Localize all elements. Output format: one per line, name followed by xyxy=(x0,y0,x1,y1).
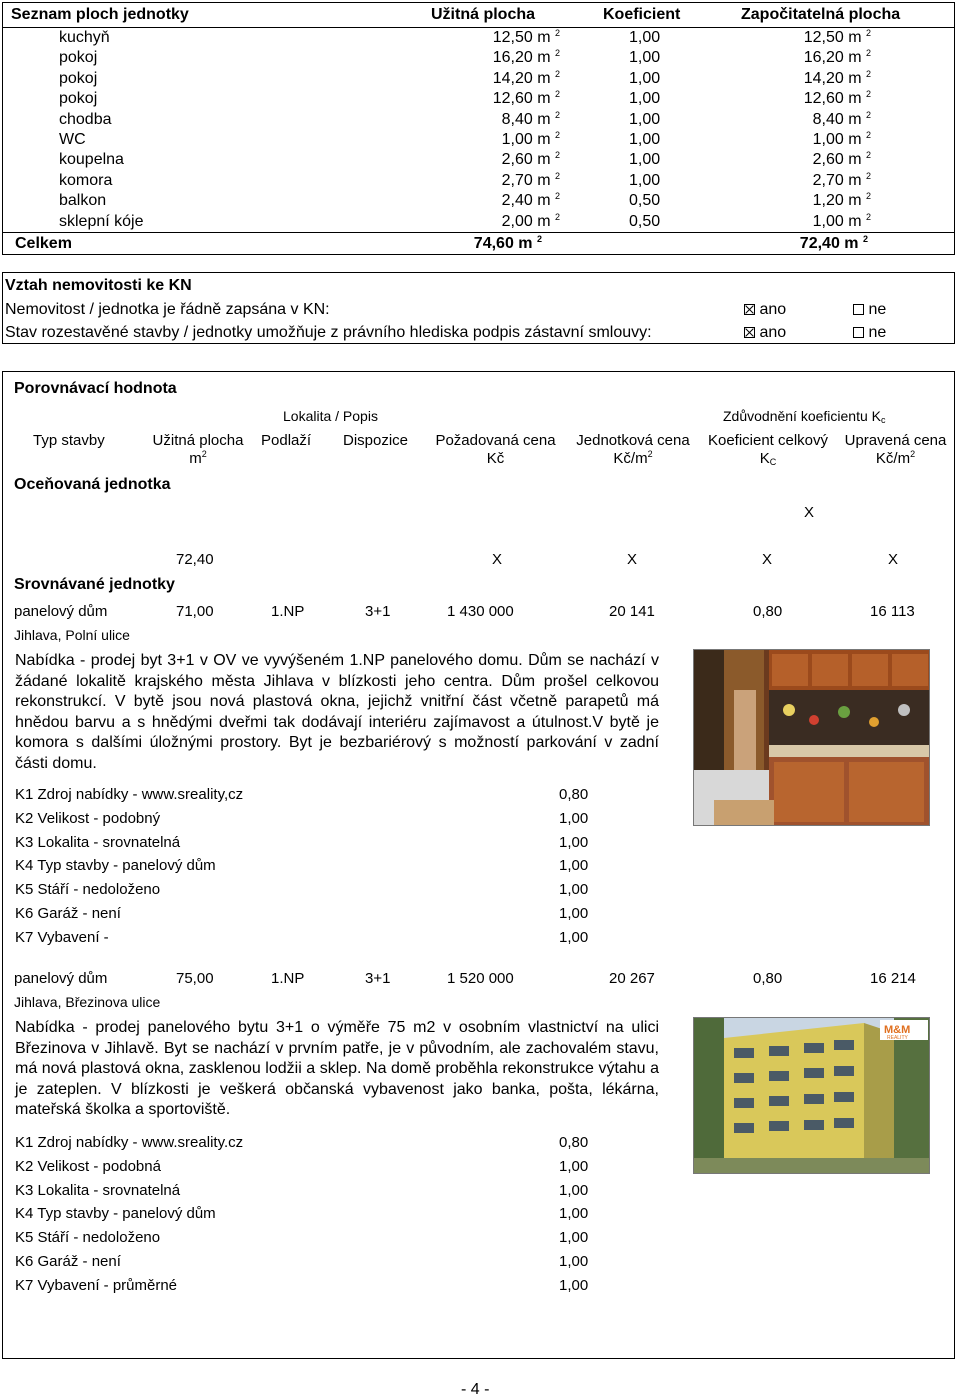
building-photo xyxy=(693,1017,930,1174)
room-area: 8,40 m $^2$ xyxy=(501,109,560,128)
reality-logo-sub: REALITY xyxy=(887,1035,908,1041)
comp-area: 75,00 xyxy=(176,970,214,987)
comp-price: 1 430 000 xyxy=(447,603,514,620)
coefficient-value: 1,00 xyxy=(559,905,589,922)
col-typ-stavby: Typ stavby xyxy=(33,432,105,449)
room-counted: 12,50 m $^2$ xyxy=(803,28,871,46)
comp-floor: 1.NP xyxy=(271,603,305,620)
comp-type: panelový dům xyxy=(14,603,108,620)
room-area: 2,40 m $^2$ xyxy=(501,191,560,210)
room-name: pokoj xyxy=(59,90,98,108)
col-jednotkova-cena: Jednotková cena $Kč/m^2$ xyxy=(576,432,690,467)
comparison-box xyxy=(2,371,955,1359)
valued-mark-price: X xyxy=(492,551,503,568)
kn-q2-yes[interactable]: ano xyxy=(744,324,786,342)
header-counted-area: Započitatelná plocha xyxy=(741,6,901,23)
col-koeficient: Koeficient celkový $K_C$ xyxy=(707,432,829,467)
coefficient-label: K3 Lokalita - srovnatelná xyxy=(15,833,181,851)
col-podlazi: Podlaží xyxy=(261,432,312,449)
kn-q2-no[interactable]: ne xyxy=(853,324,886,342)
comp-description: Nabídka - prodej byt 3+1 v OV ve vyvýšeném 1.NP panelového domu. Dům se nachází v žádané lokalitě krajského města Jihlava v blízkosti jeho centra. Dům prošel celkovou rekonstrukcí. V bytě jsou nová plastová okna, jejichž vnitřní část včetně parapetů má hnědou barvu a s hnědými dveřmi tak dodávají interiéru zajímavost a útulnost.V bytě je komora s dalšími úložnými prostory. Byt je bezbariérový s možností parkování v zadní části domu. xyxy=(15,652,659,772)
col-pozadovana-cena: Požadovaná cena Kč xyxy=(435,432,556,467)
coefficient-row xyxy=(15,1205,595,1225)
coefficient-label: K6 Garáž - není xyxy=(15,905,121,922)
group-lokalita: Lokalita / Popis xyxy=(283,408,378,424)
comp-area: 71,00 xyxy=(176,603,214,620)
col-upravena-cena: Upravená cena $Kč/m^2$ xyxy=(844,432,947,467)
area-row xyxy=(3,70,956,90)
total-area: 74,60 m $^2$ xyxy=(473,234,542,252)
kitchen-photo xyxy=(693,649,930,826)
room-counted: 2,60 m $^2$ xyxy=(812,150,871,169)
room-coef: 1,00 xyxy=(629,151,661,169)
kn-question-1: Nemovitost / jednotka je řádně zapsána v KN: xyxy=(5,301,330,318)
comp-adj-price: 16 113 xyxy=(870,603,915,620)
coefficient-label: K5 Stáří - nedoloženo xyxy=(15,881,161,899)
room-coef: 0,50 xyxy=(629,212,661,230)
kn-q1-no[interactable]: ne xyxy=(853,301,886,319)
header-coefficient: Koeficient xyxy=(603,6,681,23)
comp-type: panelový dům xyxy=(14,970,108,987)
coefficient-row xyxy=(15,1253,595,1273)
coefficient-label: K7 Vybavení - průměrné xyxy=(15,1276,178,1294)
room-name: chodba xyxy=(59,110,112,128)
area-row xyxy=(3,131,956,151)
coefficient-row xyxy=(15,834,595,854)
room-counted: 1,20 m $^2$ xyxy=(812,191,871,210)
comp-adj-price: 16 214 xyxy=(870,970,916,987)
room-area: 12,60 m $^2$ xyxy=(492,89,560,108)
coefficient-label: K1 Zdroj nabídky - www.sreality,cz xyxy=(15,786,244,803)
room-counted: 12,60 m $^2$ xyxy=(803,89,871,108)
total-counted: 72,40 m $^2$ xyxy=(799,234,868,252)
room-counted: 1,00 m $^2$ xyxy=(812,130,871,148)
group-zduvodneni: Zdůvodnění koeficientu $K_c$ xyxy=(723,408,886,425)
room-coef: 1,00 xyxy=(629,29,661,46)
reality-logo-text: M&M xyxy=(884,1024,911,1036)
comp-floor: 1.NP xyxy=(271,970,305,987)
room-area: 2,60 m $^2$ xyxy=(501,150,560,169)
valued-mark-adj-price: X xyxy=(888,551,899,568)
checkbox-checked-icon xyxy=(744,304,755,315)
room-area: 12,50 m $^2$ xyxy=(492,28,560,46)
coefficient-row xyxy=(15,1182,595,1202)
area-total-row xyxy=(3,235,956,255)
room-coef: 1,00 xyxy=(629,110,661,128)
room-counted: 2,70 m $^2$ xyxy=(812,170,871,189)
coefficient-row xyxy=(15,1158,595,1178)
room-name: sklepní kóje xyxy=(59,212,144,230)
kn-relation-box xyxy=(2,272,955,344)
coefficient-value: 1,00 xyxy=(559,928,589,946)
kn-q1-yes[interactable]: ano xyxy=(744,301,786,319)
room-name: kuchyň xyxy=(59,29,110,46)
col-dispozice: Dispozice xyxy=(343,432,409,449)
room-coef: 0,50 xyxy=(629,192,661,210)
area-row xyxy=(3,29,956,49)
comp-location: Jihlava, Polní ulice xyxy=(14,627,130,643)
page-number: - 4 - xyxy=(461,1381,490,1398)
area-table-header xyxy=(3,6,956,26)
comp-coef: 0,80 xyxy=(753,603,783,620)
coefficient-value: 1,00 xyxy=(559,809,589,827)
comp-price: 1 520 000 xyxy=(447,970,514,987)
room-name: pokoj xyxy=(59,49,98,67)
room-name: komora xyxy=(59,171,113,189)
coefficient-label: K1 Zdroj nabídky - www.sreality.cz xyxy=(15,1134,244,1151)
room-area: 14,20 m $^2$ xyxy=(492,68,560,87)
room-coef: 1,00 xyxy=(629,90,661,108)
coefficient-row xyxy=(15,1134,595,1154)
coefficient-label: K3 Lokalita - srovnatelná xyxy=(15,1181,181,1199)
valued-area: 72,40 xyxy=(176,551,214,568)
comp-unit-price: 20 141 xyxy=(609,603,655,620)
comp-description: Nabídka - prodej panelového bytu 3+1 o výměře 75 m2 v osobním vlastnictví na ulici Březinova v Jihlavě. Byt se nachází v prvním patře, je v původním, ale zachovalém stavu, má nová plastová okna, zasklenou lodžii a sklep. Na domě proběhla rekonstrukce výtahu a je zateplen. V blízkosti je veškerá občanská vybavenost jako banka, pošta, lékárna, mateřská školka a sportoviště. xyxy=(15,1019,659,1118)
area-row xyxy=(3,49,956,69)
room-coef: 1,00 xyxy=(629,171,661,189)
checkbox-empty-icon xyxy=(853,327,864,338)
coefficient-label: K2 Velikost - podobný xyxy=(15,809,161,827)
valued-unit-title: Oceňovaná jednotka xyxy=(14,476,171,493)
coefficient-label: K6 Garáž - není xyxy=(15,1253,121,1270)
coefficient-value: 1,00 xyxy=(559,1253,589,1270)
checkbox-empty-icon xyxy=(853,304,864,315)
area-row xyxy=(3,192,956,212)
coefficient-value: 1,00 xyxy=(559,1276,589,1294)
coefficient-row xyxy=(15,810,595,830)
valued-x-mark: X xyxy=(804,504,815,521)
kn-title: Vztah nemovitosti ke KN xyxy=(5,277,192,294)
coefficient-value: 1,00 xyxy=(559,1157,589,1175)
room-coef: 1,00 xyxy=(629,69,661,87)
comparison-title: Porovnávací hodnota xyxy=(14,380,177,397)
room-name: balkon xyxy=(59,192,107,210)
coefficient-label: K7 Vybavení - xyxy=(15,928,109,946)
coefficient-label: K4 Typ stavby - panelový dům xyxy=(15,857,216,875)
room-name: koupelna xyxy=(59,151,124,169)
area-row xyxy=(3,151,956,171)
area-row xyxy=(3,213,956,233)
room-counted: 1,00 m $^2$ xyxy=(812,211,871,230)
coefficient-row xyxy=(15,905,595,925)
header-usable-area: Užitná plocha xyxy=(431,6,536,23)
room-coef: 1,00 xyxy=(629,49,661,67)
comp-location: Jihlava, Březinova ulice xyxy=(14,994,161,1010)
header-list: Seznam ploch jednotky xyxy=(11,6,189,23)
checkbox-checked-icon xyxy=(744,327,755,338)
valued-mark-unit-price: X xyxy=(627,551,638,568)
coefficient-row xyxy=(15,1277,595,1297)
area-row xyxy=(3,111,956,131)
room-counted: 14,20 m $^2$ xyxy=(803,68,871,87)
room-name: WC xyxy=(59,131,86,148)
room-name: pokoj xyxy=(59,69,98,87)
area-row xyxy=(3,172,956,192)
coefficient-label: K5 Stáří - nedoloženo xyxy=(15,1229,161,1247)
coefficient-value: 1,00 xyxy=(559,1181,589,1199)
room-area: 2,00 m $^2$ xyxy=(501,211,560,230)
coefficient-value: 1,00 xyxy=(559,833,589,851)
coefficient-value: 0,80 xyxy=(559,1134,589,1151)
coefficient-value: 1,00 xyxy=(559,857,589,875)
coefficient-row xyxy=(15,929,595,949)
room-counted: 8,40 m $^2$ xyxy=(812,109,871,128)
valued-mark-coef: X xyxy=(762,551,773,568)
coefficient-value: 1,00 xyxy=(559,1205,589,1223)
col-uzitna-plocha: Užitná plocha $m^2$ xyxy=(152,432,244,467)
coefficient-label: K4 Typ stavby - panelový dům xyxy=(15,1205,216,1223)
room-coef: 1,00 xyxy=(629,131,661,148)
coefficient-row xyxy=(15,1229,595,1249)
room-counted: 16,20 m $^2$ xyxy=(803,48,871,67)
comp-layout: 3+1 xyxy=(365,603,391,620)
coefficient-value: 0,80 xyxy=(559,786,589,803)
coefficient-label: K2 Velikost - podobná xyxy=(15,1157,161,1175)
room-area: 16,20 m $^2$ xyxy=(492,48,560,67)
total-label: Celkem xyxy=(15,235,72,252)
coefficient-value: 1,00 xyxy=(559,1229,589,1247)
kn-question-2: Stav rozestavěné stavby / jednotky umožňuje z právního hlediska podpis zástavní smlouvy: xyxy=(5,324,652,341)
coefficient-row xyxy=(15,786,595,806)
room-area: 2,70 m $^2$ xyxy=(501,170,560,189)
room-area: 1,00 m $^2$ xyxy=(501,130,560,148)
area-row xyxy=(3,90,956,110)
coefficient-row xyxy=(15,857,595,877)
coefficient-row xyxy=(15,881,595,901)
coefficient-value: 1,00 xyxy=(559,881,589,899)
compared-units-title: Srovnávané jednotky xyxy=(14,576,175,593)
comp-layout: 3+1 xyxy=(365,970,391,987)
comp-coef: 0,80 xyxy=(753,970,783,987)
comp-unit-price: 20 267 xyxy=(609,970,655,987)
area-list-table xyxy=(2,2,955,255)
